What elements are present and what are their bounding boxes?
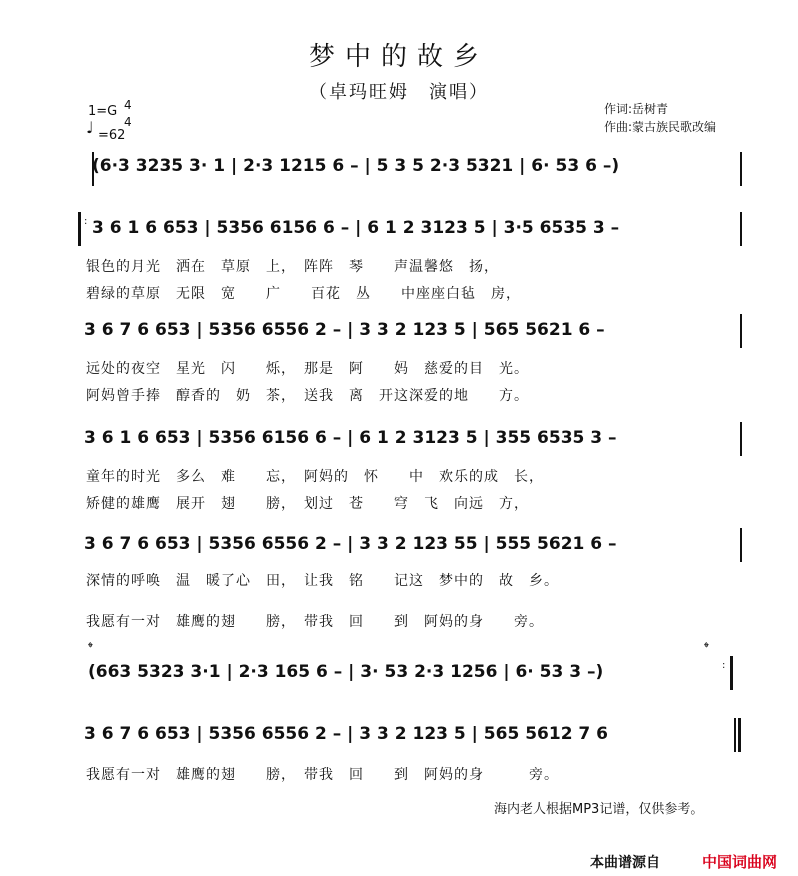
repeat-dots: : bbox=[84, 216, 88, 227]
composer: 作曲:蒙古族民歌改编 bbox=[604, 120, 717, 134]
barline bbox=[740, 212, 742, 246]
source-label: 本曲谱源自 bbox=[590, 855, 660, 871]
final-barline bbox=[738, 718, 741, 752]
lyricist: 作词:岳树青 bbox=[604, 102, 669, 116]
page-title: 梦中的故乡 bbox=[308, 42, 489, 72]
lyrics-verse-1-line-3: 童年的时光 多么 难 忘， 阿妈的 怀 中 欢乐的成 长， bbox=[86, 469, 544, 485]
repeat-barline bbox=[78, 212, 81, 246]
coda-sign-icon: 𝄌 bbox=[88, 640, 93, 656]
barline bbox=[740, 528, 742, 562]
barline bbox=[740, 152, 742, 186]
time-sig-bottom: 4 bbox=[124, 115, 132, 129]
lyrics-verse-1-line-1: 银色的月光 洒在 草原 上， 阵阵 琴 声温馨悠 扬， bbox=[86, 259, 499, 275]
quarter-note-icon: ♩ bbox=[86, 118, 94, 137]
lyrics-verse-1-line-2: 远处的夜空 星光 闪 烁， 那是 阿 妈 慈爱的目 光。 bbox=[86, 361, 529, 377]
score-system-2: 3 6 7 6 653 | 5356 6556 2 – | 3 3 2 123 5 | 565 5621 6 – bbox=[84, 320, 605, 340]
source-site-link[interactable]: 中国词曲网 bbox=[702, 853, 778, 871]
lyrics-verse-2-line-1: 碧绿的草原 无限 宽 广 百花 丛 中座座白毡 房， bbox=[86, 286, 521, 302]
transcription-note: 海内老人根据MP3记谱，仅供参考。 bbox=[494, 802, 704, 817]
barline bbox=[740, 314, 742, 348]
score-interlude: (663 5323 3·1 | 2·3 165 6 – | 3· 53 2·3 1256 | 6· 53 3 –) bbox=[88, 662, 604, 682]
barline bbox=[734, 718, 736, 752]
score-intro: (6·3 3235 3· 1 | 2·3 1215 6 – | 5 3 5 2·3 5321 | 6· 53 6 –) bbox=[92, 156, 620, 176]
score-system-1: 3 6 1 6 653 | 5356 6156 6 – | 6 1 2 3123 5 | 3·5 6535 3 – bbox=[92, 218, 620, 238]
score-system-3: 3 6 1 6 653 | 5356 6156 6 – | 6 1 2 3123 5 | 355 6535 3 – bbox=[84, 428, 617, 448]
coda-sign-icon-end: 𝄌 bbox=[704, 640, 709, 656]
score-ending: 3 6 7 6 653 | 5356 6556 2 – | 3 3 2 123 5 | 565 5612 7 6 bbox=[84, 724, 609, 744]
repeat-end-dots: : bbox=[722, 660, 726, 671]
lyrics-verse-2-line-4: 我愿有一对 雄鹰的翅 膀， 带我 回 到 阿妈的身 旁。 bbox=[86, 614, 544, 630]
lyrics-verse-1-line-4: 深情的呼唤 温 暖了心 田， 让我 铭 记这 梦中的 故 乡。 bbox=[86, 573, 559, 589]
key-signature: 1=G bbox=[88, 104, 118, 119]
barline bbox=[740, 422, 742, 456]
score-system-4: 3 6 7 6 653 | 5356 6556 2 – | 3 3 2 123 55 | 555 5621 6 – bbox=[84, 534, 617, 554]
lyrics-verse-2-line-2: 阿妈曾手捧 醇香的 奶 茶， 送我 离 开这深爱的地 方。 bbox=[86, 388, 529, 404]
lyrics-verse-2-line-3: 矫健的雄鹰 展开 翅 膀， 划过 苍 穹 飞 向远 方， bbox=[86, 496, 529, 512]
repeat-end-barline bbox=[730, 656, 733, 690]
time-sig-top: 4 bbox=[124, 98, 132, 112]
page-subtitle: （卓玛旺姆 演唱） bbox=[309, 82, 489, 103]
lyrics-ending: 我愿有一对 雄鹰的翅 膀， 带我 回 到 阿妈的身 旁。 bbox=[86, 767, 559, 783]
tempo-marking: =62 bbox=[98, 128, 126, 143]
